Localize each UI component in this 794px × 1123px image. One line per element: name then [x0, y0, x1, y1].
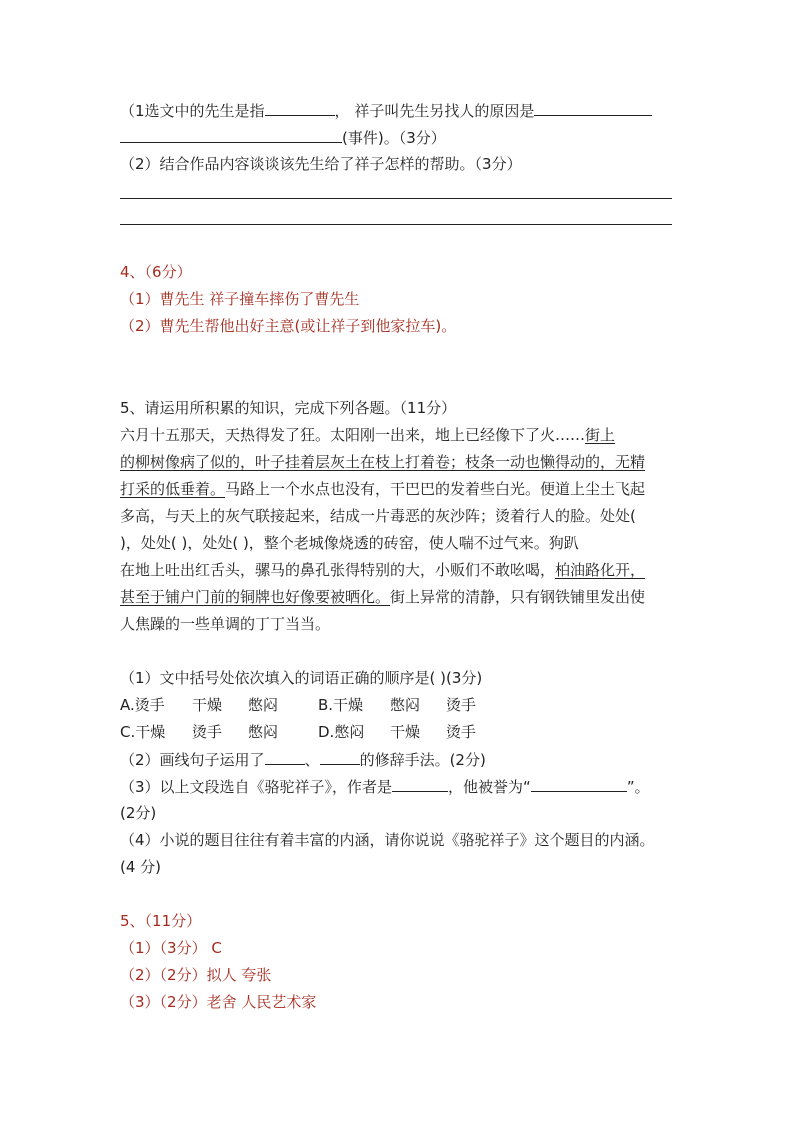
answer5-item-2: （2）（2分）拟人 夸张: [120, 966, 272, 984]
option-c-word-1: C.干燥: [120, 723, 166, 741]
option-a-word-3: 憋闷: [248, 696, 279, 714]
q5-subquestion-3: [120, 776, 650, 797]
underlined-sentence: 的柳树像病了似的，叶子挂着层灰土在枝上打着卷；枝条一动也懒得动的，无精: [120, 453, 646, 471]
option-d-word-2: 干燥: [390, 723, 421, 741]
passage-line-7: [120, 587, 645, 607]
q3-blank-event: [120, 127, 342, 143]
passage-line-3: [120, 479, 645, 499]
option-b-word-2: 憋闷: [390, 696, 421, 714]
q3-line1: [120, 100, 652, 121]
q5-subquestion-2: [120, 749, 486, 770]
passage-text: 六月十五那天，天热得发了狂。太阳刚一出来，地上已经像下了火……: [120, 426, 586, 444]
title-blank: [531, 776, 627, 792]
answer5-title: 5、（11分）: [120, 912, 202, 930]
option-c-word-3: 憋闷: [248, 723, 279, 741]
options-row-cd: [120, 722, 476, 742]
passage-line-6: [120, 560, 645, 580]
answer-rule-2: [120, 224, 672, 225]
subquestion-text: （2）画线句子运用了: [120, 751, 265, 769]
passage-text: 在地上吐出红舌头，骡马的鼻孔张得特别的大，小贩们不敢吆喝，: [120, 561, 556, 579]
q3-line2: [120, 127, 446, 148]
answer5-item-1: （1）（3分） C: [120, 939, 222, 957]
underlined-sentence: 甚至于铺户门前的铜牌也好像要被晒化。: [120, 588, 391, 606]
subquestion-text: （3）以上文段选自《骆驼祥子》，作者是: [120, 778, 393, 796]
passage-text: 马路上一个水点也没有，干巴巴的发着些白光。便道上尘土飞起: [225, 480, 646, 498]
q3-line1-text-b: ， 祥子叫先生另找人的原因是: [334, 102, 535, 120]
option-b-word-3: 烫手: [446, 696, 477, 714]
answer4-item-1: （1）曹先生 祥子撞车摔伤了曹先生: [120, 290, 360, 308]
q5-subquestion-1: （1）文中括号处依次填入的词语正确的顺序是( )(3分): [120, 669, 483, 687]
passage-line-8: 人焦躁的一些单调的丁丁当当。: [120, 615, 331, 633]
option-b-word-1: B.干燥: [318, 696, 364, 714]
option-a-word-1: A.烫手: [120, 696, 165, 714]
rhetoric-blank-1: [265, 749, 305, 765]
passage-line-5: )，处处( )，处处( )，整个老城像烧透的砖窑，使人喘不过气来。狗趴: [120, 534, 579, 552]
q3-blank-person: [265, 100, 335, 116]
subquestion-text: 的修辞手法。(2分): [359, 751, 486, 769]
q5-subquestion-3-score: (2分): [120, 804, 157, 822]
subquestion-text: ”。: [626, 778, 650, 796]
q3-blank-reason: [534, 100, 652, 116]
q3-subquestion-2: （2）结合作品内容谈谈该先生给了祥子怎样的帮助。（3分）: [120, 155, 522, 173]
author-blank: [392, 776, 448, 792]
passage-line-2: [120, 452, 645, 472]
options-row-ab: [120, 695, 476, 715]
underlined-sentence: 柏油路化开，: [555, 561, 646, 579]
answer5-item-3: （3）（2分）老舍 人民艺术家: [120, 993, 317, 1011]
answer4-item-2: （2）曹先生帮他出好主意(或让祥子到他家拉车)。: [120, 317, 457, 335]
passage-line-1: [120, 425, 615, 445]
q3-line2-text: (事件)。（3分）: [342, 129, 446, 147]
q3-line1-text-a: （1选文中的先生是指: [120, 102, 265, 120]
q5-subquestion-4: （4）小说的题目往往有着丰富的内涵，请你说说《骆驼祥子》这个题目的内涵。: [120, 831, 655, 849]
option-d-word-1: D.憋闷: [318, 723, 365, 741]
option-a-word-2: 干燥: [192, 696, 223, 714]
passage-text: 街上异常的清静，只有钢铁铺里发出使: [390, 588, 646, 606]
rhetoric-blank-2: [320, 749, 360, 765]
answer4-title: 4、（6分）: [120, 263, 192, 281]
q5-subquestion-4-score: (4 分): [120, 858, 162, 876]
subquestion-text: 、: [304, 751, 320, 769]
passage-line-4: 多高，与天上的灰气联接起来，结成一片毒恶的灰沙阵；烫着行人的脸。处处(: [120, 507, 636, 525]
subquestion-text: ，他被誉为“: [448, 778, 531, 796]
q5-title: 5、请运用所积累的知识，完成下列各题。（11分）: [120, 399, 457, 417]
option-c-word-2: 烫手: [192, 723, 223, 741]
option-d-word-3: 烫手: [446, 723, 477, 741]
underlined-sentence: 街上: [585, 426, 616, 444]
answer-rule-1: [120, 198, 672, 199]
underlined-sentence: 打采的低垂着。: [120, 480, 226, 498]
